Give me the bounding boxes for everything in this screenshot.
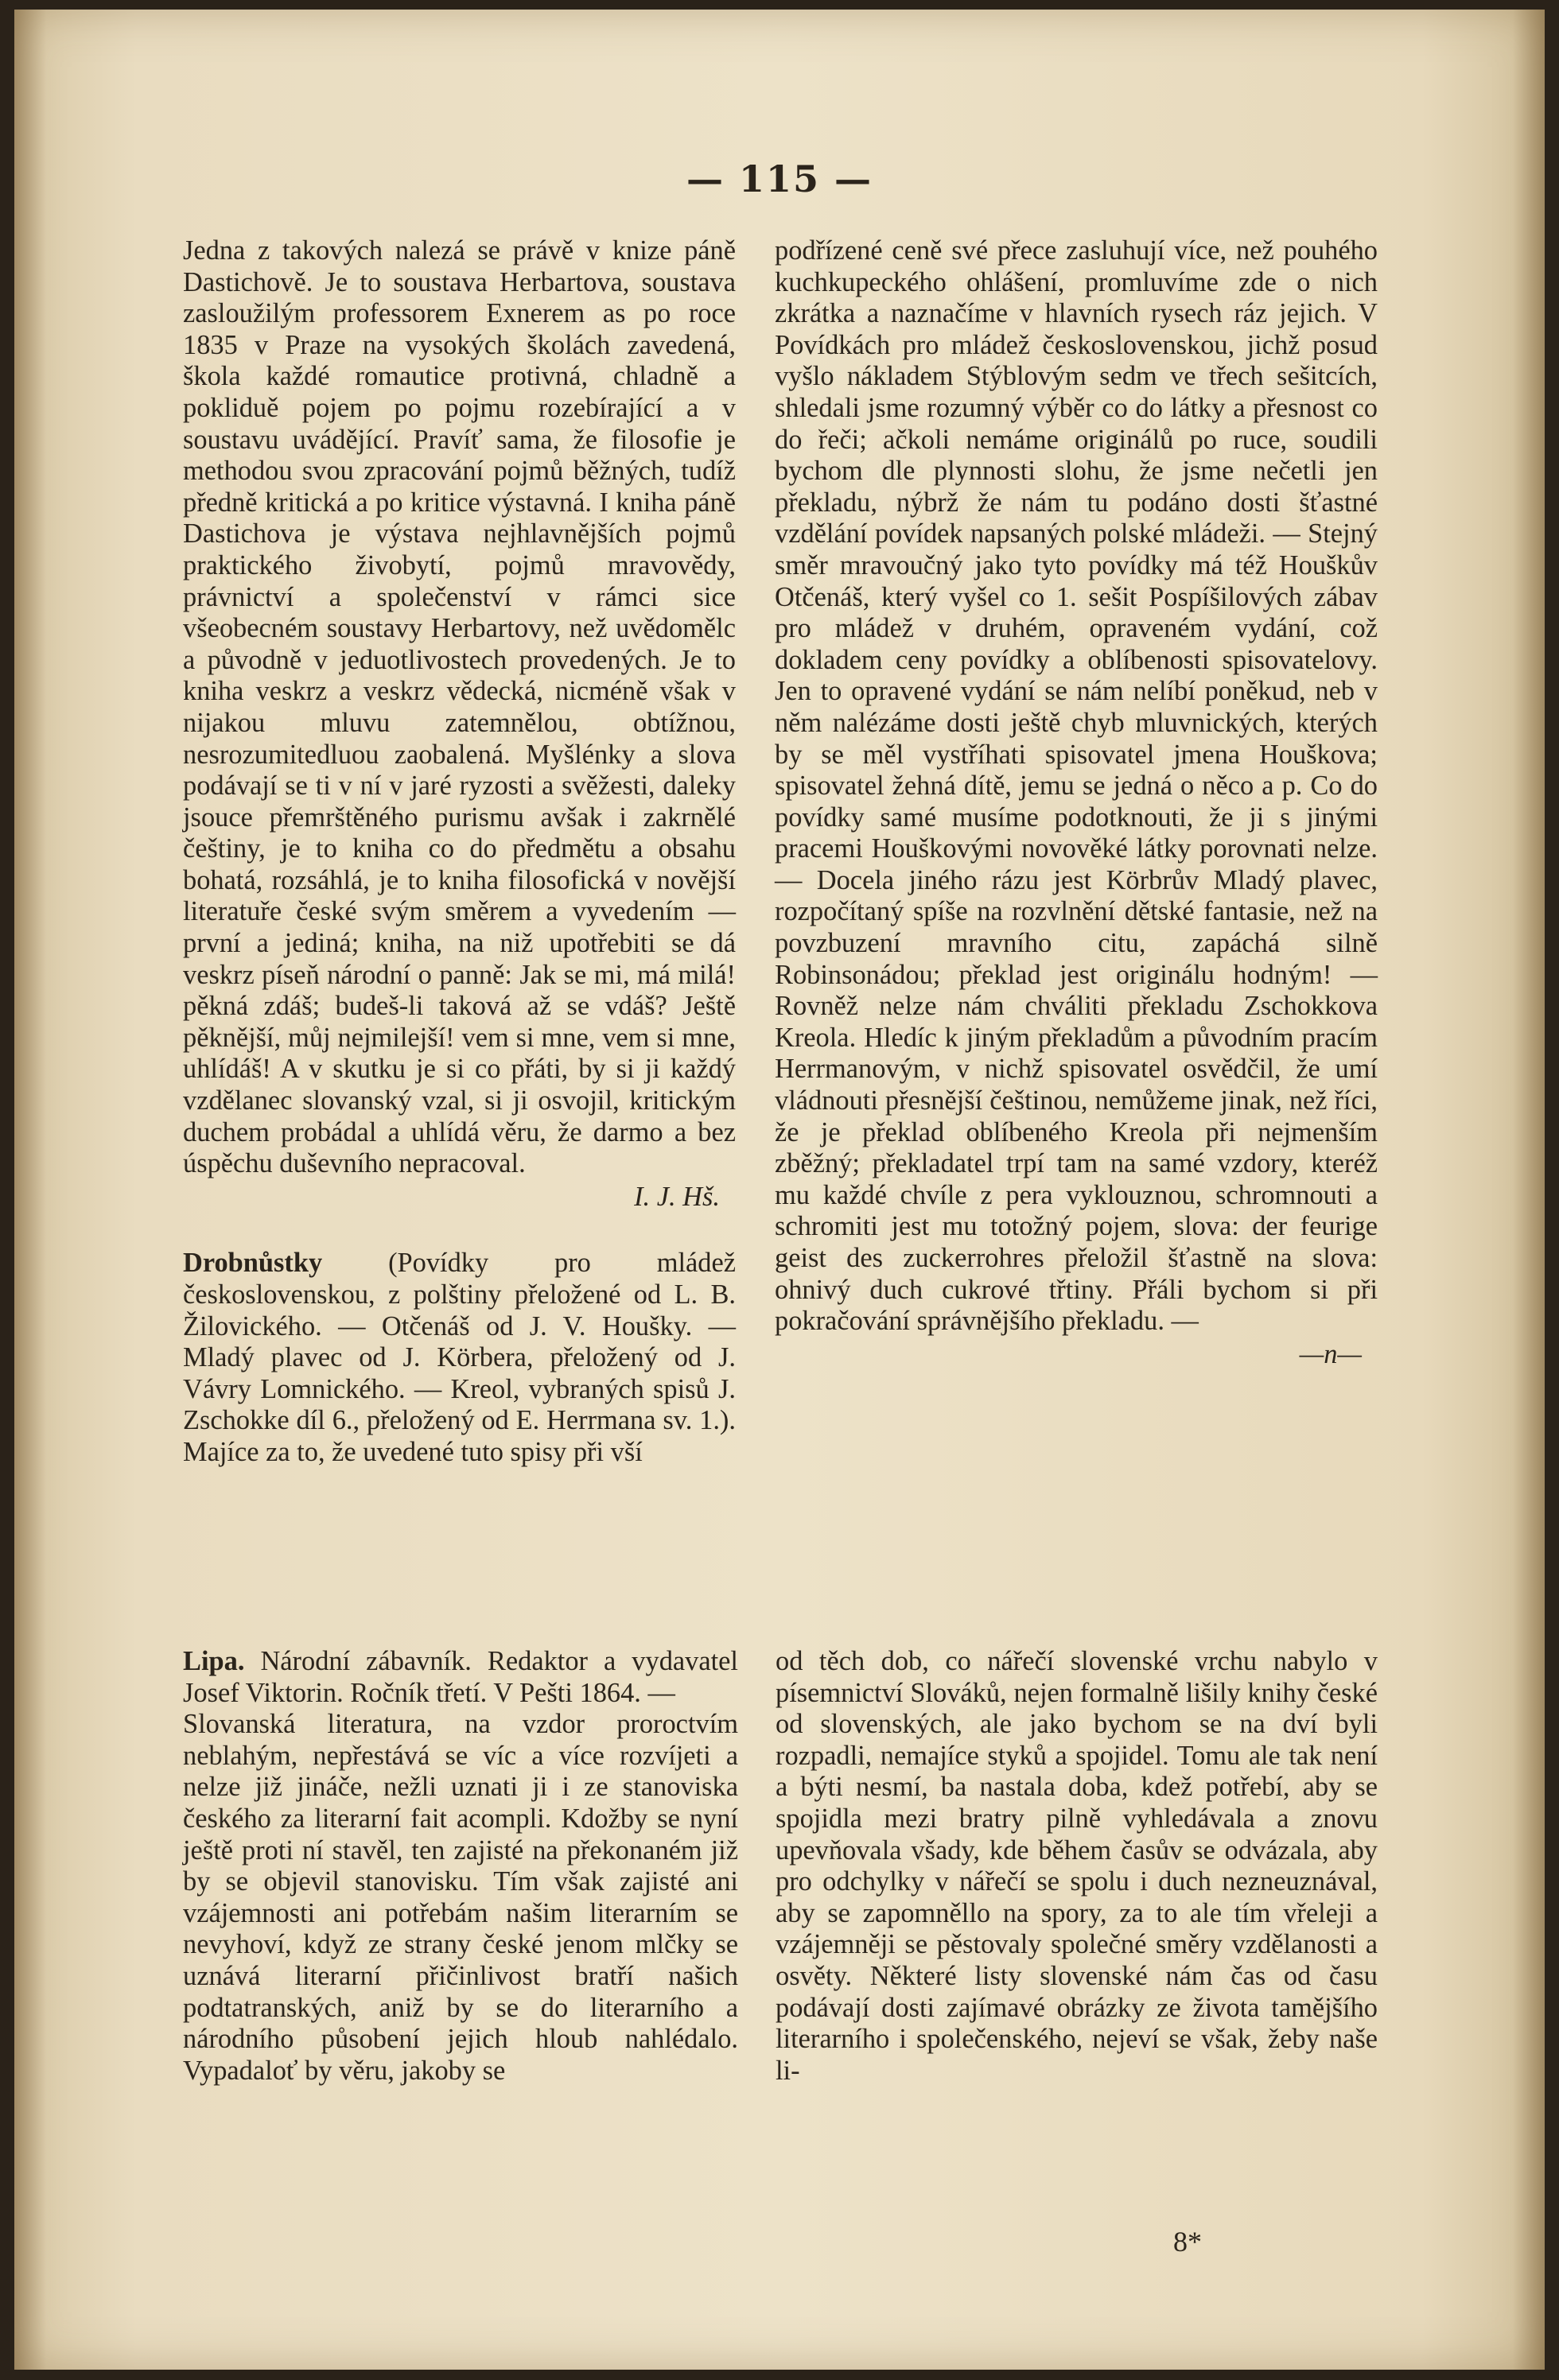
drobnustky-continued-text: podřízené ceně své přece zasluhují více, než pouhého kuchkupeckého ohlášení, promluvíme zde o nich zkrátka a naznačíme v hlavních rysech ráz jejich. V Povídkách pro mládež československou, jichž posud vyšlo nákladem Stýblovým sedm ve třech sešitcích, shledali jsme rozumný výběr co do látky a přesnost co do řeči; ačkoli nemáme originálů po ruce, soudili bychom dle plynnosti slohu, že jsme nečetli jen překladu, nýbrž že nám tu podáno dosti šťastné vzdělání povídek napsaných polské mládeži. — Stejný směr mravoučný jako tyto povídky má též Houškův Otčenáš, který vyšel co 1. sešit Pospíšilových zábav pro mládež v druhém, opraveném vydání, což dokladem ceny povídky a oblíbenosti spisovatelovy. Jen to opravené vydání se nám nelíbí poněkud, neb v něm nalézáme dosti ještě chyb mluvnických, kterých by se měl vystříhati spisovatel jmena Houškova; spisovatel žehná dítě, jemu se jedná o něco a p. Co do povídky samé musíme podotknouti, že ji s jinými pracemi Houškovými novověké látky porovnati nelze. — Docela jiného rázu jest Körbrův Mladý plavec, rozpočítaný spíše na rozvlnění dětské fantasie, než na povzbuzení mravního citu, zapáchá silně Robinsonádou; překlad jest originálu hodným! — Rovněž nelze nám chváliti překladu Zschokkova Kreola. Hledíc k jiným překladům a původním pracím Herrmanovým, v nichž spisovatel osvědčil, že umí vládnouti přesnější češtinou, nemůžeme jinak, než říci, že je překlad oblíbeného Kreola při nejmenším zběžný; překladatel trpí tam na samé vzdory, kteréž mu každé chvíle z pera vyklouznou, schromnouti a schromiti jest mu totožný pojem, slova: der feurige geist des zuckerrohres přeložil šťastně na slova: ohnivý duch cukrové třtiny. Přáli bychom si při pokračování správnějšího překladu. —	[775, 235, 1378, 1337]
lipa-publication-info: Národní zábavník. Redaktor a vydavatel Josef Viktorin. Ročník třetí. V Pešti 1864. —	[183, 1646, 738, 1708]
review-signature: I. J. Hš.	[634, 1181, 720, 1212]
lipa-header	[183, 1646, 738, 1709]
column-top-left	[183, 235, 736, 1605]
drobnustky-heading: Drobnůstky	[183, 1248, 323, 1279]
column-bottom-right	[776, 1646, 1378, 2219]
page-number: — 115 —	[686, 157, 873, 200]
lipa-review-continued-text: od těch dob, co nářečí slovenské vrchu nabylo v písemnictví Slováků, nejen formalně lišily knihy české od slovenských, ale jako bychom se na dví byli rozpadli, nemajíce styků a spojidel. Tomu ale tak není a býti nesmí, ba nastala doba, kdež potřebí, aby se spojidla mezi bratry pilně vyhledávala a znovu upevňovala všady, kde během časův se odvázala, aby pro odchylky v nářečí se spolu i duch nezneuznával, aby se zapomněllo na spory, za to ale tím vřeleji a vzájemněji se pěstovaly společné směry vzdělanosti a osvěty. Některé listy slovenské nám čas od času podávají dosti zajímavé obrázky ze života tamějšího literarního i společenského, nejeví se však, žeby naše li-	[776, 1646, 1378, 2086]
column-top-right	[775, 235, 1378, 1605]
drobnustky-signature: —n—	[1299, 1338, 1362, 1369]
drobnustky-review	[183, 1248, 736, 1468]
column-bottom-left	[183, 1646, 738, 2219]
lipa-review-text: Slovanská literatura, na vzdor proroctvím neblahým, nepřestává se víc a více rozvíjeti a nelze již jináče, nežli uznati ji i ze stanoviska českého za literarní fait acompli. Kdožby se nyní ještě proti ní stavěl, ten zajisté na překonaném již by se objevil stanovisku. Tím však zajisté ani vzájemnosti ani potřebám našim literarním se nevyhoví, když ze strany české jenom mlčky se uznává literarní přičinlivost bratří našich podtatranských, aniž by se do literarního a národního působení jejich hloub nahlédalo. Vypadaloť by věru, jakoby se	[183, 1709, 738, 2086]
review-dastich-text: Jedna z takových nalezá se právě v knize páně Dastichově. Je to soustava Herbartova, soustava zasloužilým professorem Exnerem as po roce 1835 v Praze na vysokých školách zavedená, škola každé romautice protivná, chladně a pokliduě pojem po pojmu rozebírající a v soustavu uvádějící. Pravíť sama, že filosofie je methodou svou zpracování pojmů běžných, tudíž předně kritická a po kritice výstavná. I kniha páně Dastichova je výstava nejhlavnějších pojmů praktického živobytí, pojmů mravovědy, právnictví a společenství v rámci sice všeobecném soustavy Herbartovy, než uvědomělc a původně v jeduotlivostech provedených. Je to kniha veskrz a veskrz vědecká, nicméně však v nijakou mluvu zatemnělou, obtížnou, nesrozumitedluou zaobalená. Myšlénky a slova podávají se ti v ní v jaré ryzosti a svěžesti, daleky jsouce přemrštěného purismu avšak i zakrnělé češtiny, je to kniha co do předmětu a obsahu bohatá, rozsáhlá, je to kniha filosofická v novější literatuře české svým směrem a vyvedením — první a jediná; kniha, na niž upotřebiti se dá veskrz píseň národní o panně: Jak se mi, má milá! pěkná zdáš; budeš-li taková až se vdáš? Ještě pěknější, můj nejmilejší! vem si mne, vem si mne, uhlídáš! A v skutku je si co přáti, by si ji každý vzdělanec slovanský vzal, si ji osvojil, kritickým duchem probádal a uhlídá věru, že darmo a bez úspěchu duševního nepracoval.	[183, 235, 736, 1179]
sheet-signature-mark: 8*	[1173, 2226, 1202, 2258]
lipa-heading: Lipa.	[183, 1646, 245, 1676]
drobnustky-text: (Povídky pro mládež československou, z polštiny přeložené od L. B. Žilovického. — Otčenáš od J. V. Houšky. — Mladý plavec od J. Körbera, přeložený od J. Vávry Lomnického. — Kreol, vybraných spisů J. Zschokke díl 6., přeložený od E. Herrmana sv. 1.). Majíce za to, že uvedené tuto spisy při vší	[183, 1248, 736, 1467]
